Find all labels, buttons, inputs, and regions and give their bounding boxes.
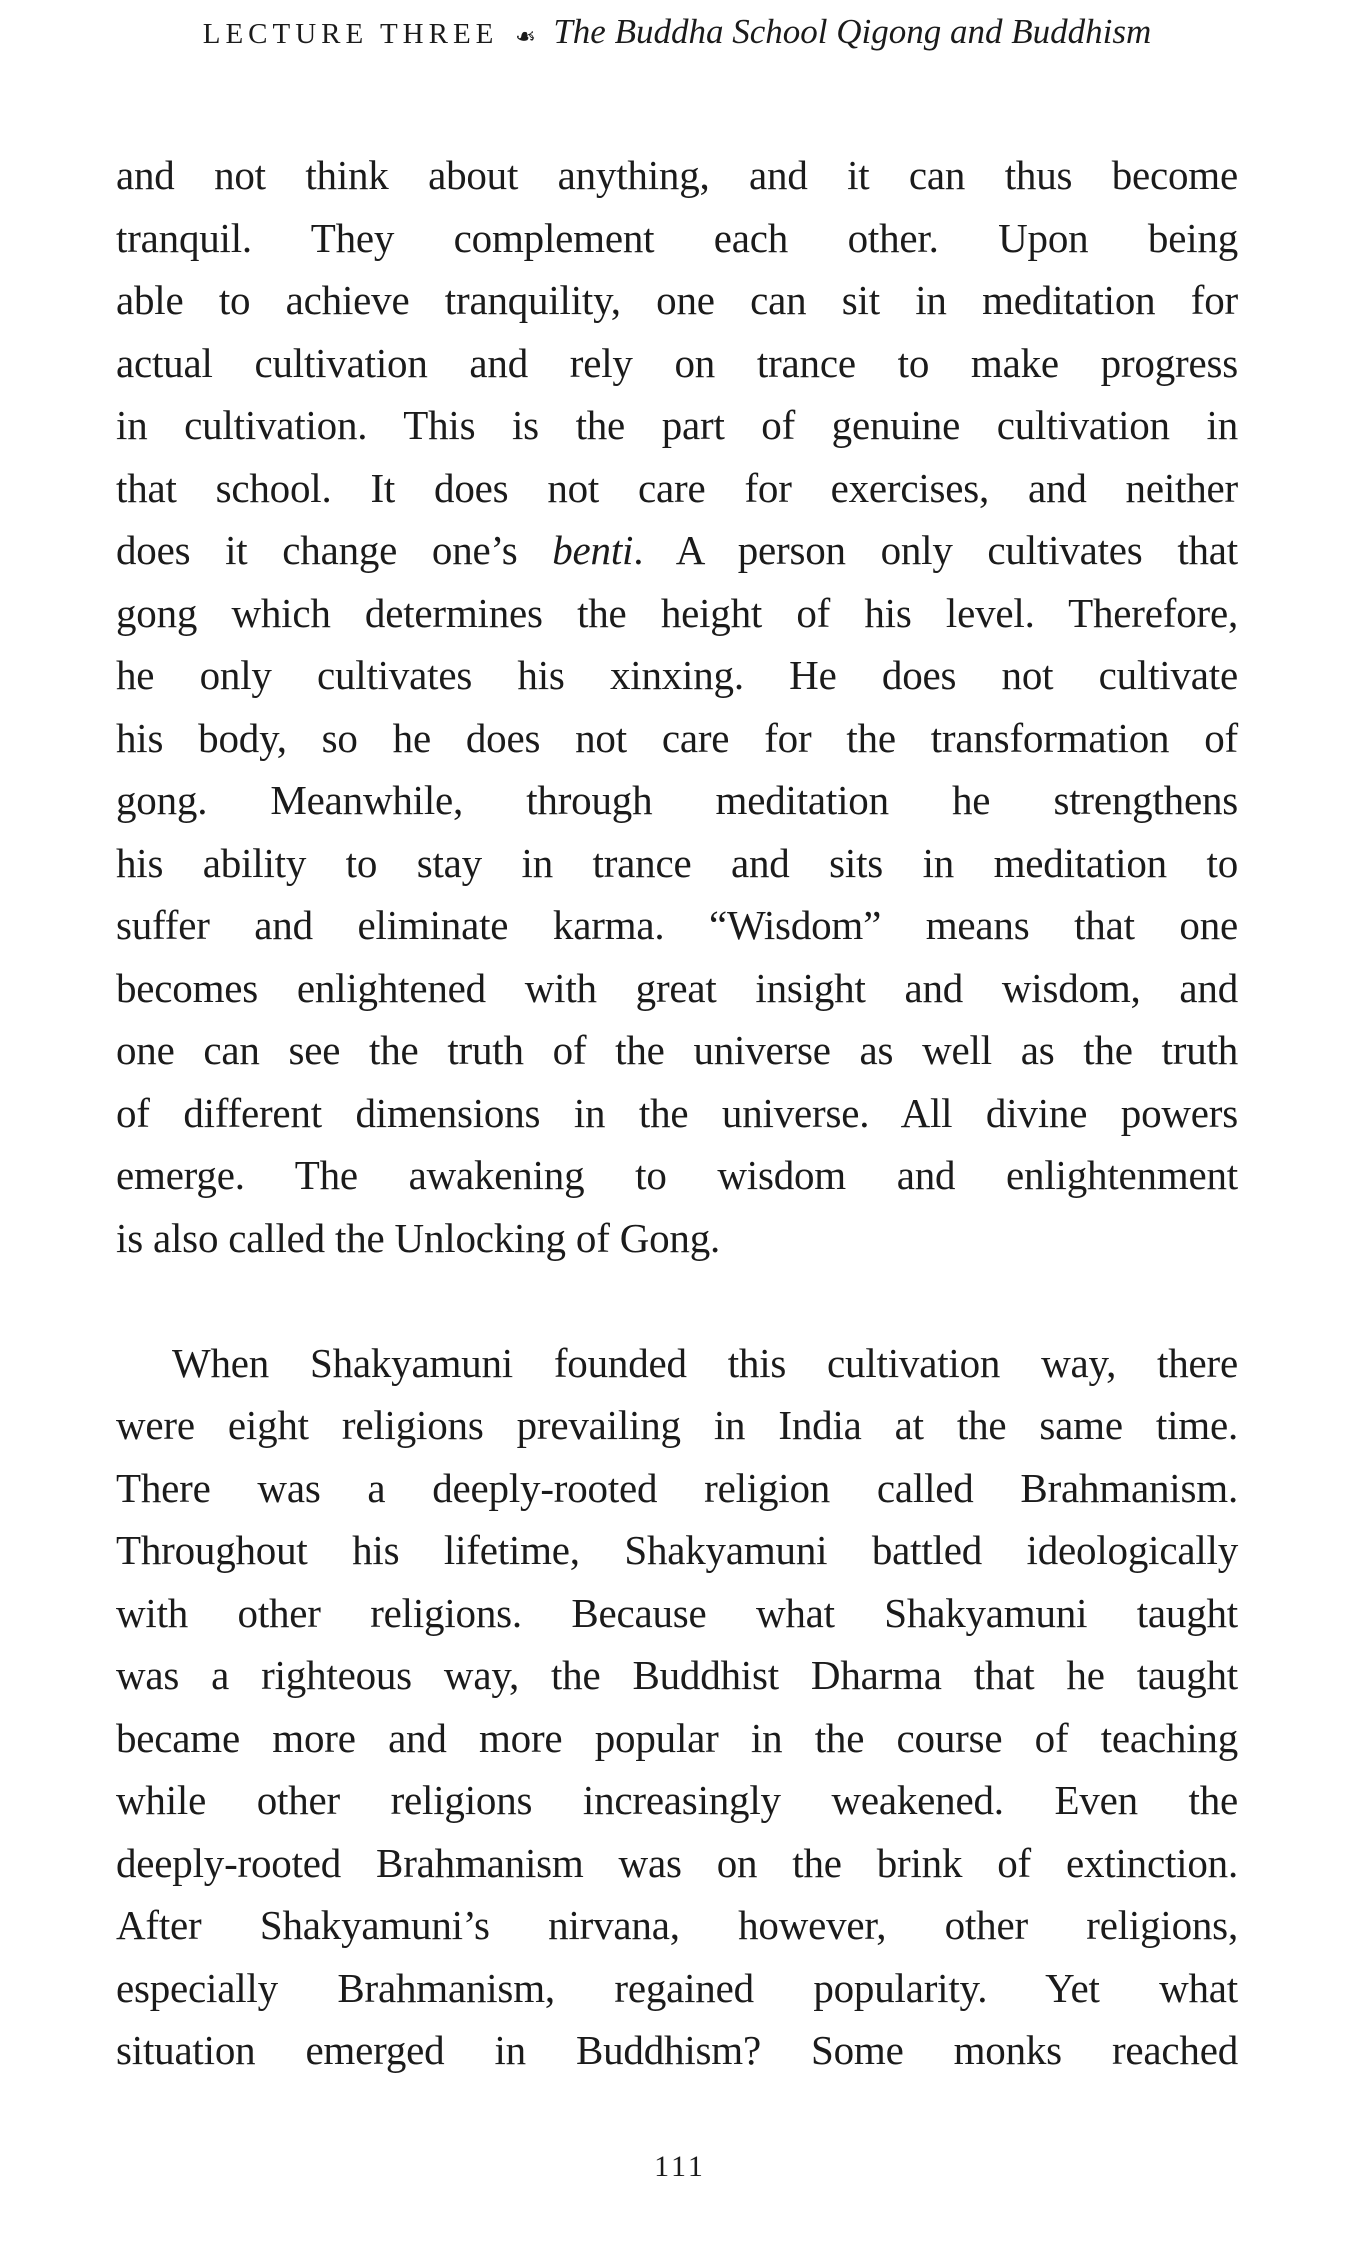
text-line: and not think about anything, and it can thus become <box>116 152 1238 198</box>
text-line: gong. Meanwhile, through meditation he strengthens <box>116 777 1238 823</box>
body-text <box>116 144 1238 2082</box>
paragraph-1 <box>116 144 1238 1269</box>
text-line: was a righteous way, the Buddhist Dharma that he taught <box>116 1652 1238 1698</box>
text-line: deeply-rooted Brahmanism was on the brink of extinction. <box>116 1839 1238 1886</box>
text-line: in cultivation. This is the part of genuine cultivation in <box>116 402 1238 448</box>
text-line: becomes enlightened with great insight and wisdom, and <box>116 964 1238 1011</box>
text-line: that school. It does not care for exercises, and neither <box>116 464 1238 511</box>
italic-term: benti <box>552 527 634 573</box>
text-line: of different dimensions in the universe. All divine powers <box>116 1089 1238 1136</box>
text-line <box>116 519 1238 582</box>
text-line: with other religions. Because what Shakyamuni taught <box>116 1589 1238 1636</box>
text-line: gong which determines the height of his level. Therefore, <box>116 589 1238 636</box>
text-line: suffer and eliminate karma. “Wisdom” means that one <box>116 902 1238 948</box>
text-line: tranquil. They complement each other. Upon being <box>116 214 1238 261</box>
page-footer <box>0 2150 1360 2184</box>
fleuron-icon: ❧ <box>515 22 537 51</box>
text-line: his ability to stay in trance and sits in meditation to <box>116 839 1238 886</box>
paragraph-2 <box>116 1332 1238 2082</box>
text-line: emerge. The awakening to wisdom and enlightenment <box>116 1152 1238 1198</box>
text-segment: does it change one’s <box>116 527 553 573</box>
text-line: while other religions increasingly weakened. Even the <box>116 1777 1238 1823</box>
text-line: situation emerged in Buddhism? Some monks reached <box>116 2027 1238 2073</box>
page-number: 111 <box>654 2150 706 2183</box>
text-line: is also called the Unlocking of Gong. <box>116 1214 721 1261</box>
text-line: After Shakyamuni’s nirvana, however, other religions, <box>116 1902 1238 1948</box>
text-line: When Shakyamuni founded this cultivation way, there <box>172 1339 1238 1386</box>
chapter-title: The Buddha School Qigong and Buddhism <box>553 12 1152 51</box>
text-line: able to achieve tranquility, one can sit in meditation for <box>116 277 1238 323</box>
text-line: actual cultivation and rely on trance to make progress <box>116 339 1238 386</box>
text-line: became more and more popular in the course of teaching <box>116 1714 1238 1761</box>
text-line: There was a deeply-rooted religion called Brahmanism. <box>116 1464 1238 1511</box>
text-line: Throughout his lifetime, Shakyamuni battled ideologically <box>116 1527 1238 1573</box>
text-line: his body, so he does not care for the transformation of <box>116 714 1238 761</box>
text-line: he only cultivates his xinxing. He does not cultivate <box>116 652 1238 698</box>
text-line: especially Brahmanism, regained popularity. Yet what <box>116 1964 1238 2011</box>
text-segment: . A person only cultivates that <box>633 527 1238 573</box>
running-header <box>116 12 1238 52</box>
text-line: were eight religions prevailing in India at the same time. <box>116 1402 1238 1448</box>
text-line: one can see the truth of the universe as well as the truth <box>116 1027 1238 1073</box>
lecture-label: LECTURE THREE <box>202 18 499 50</box>
